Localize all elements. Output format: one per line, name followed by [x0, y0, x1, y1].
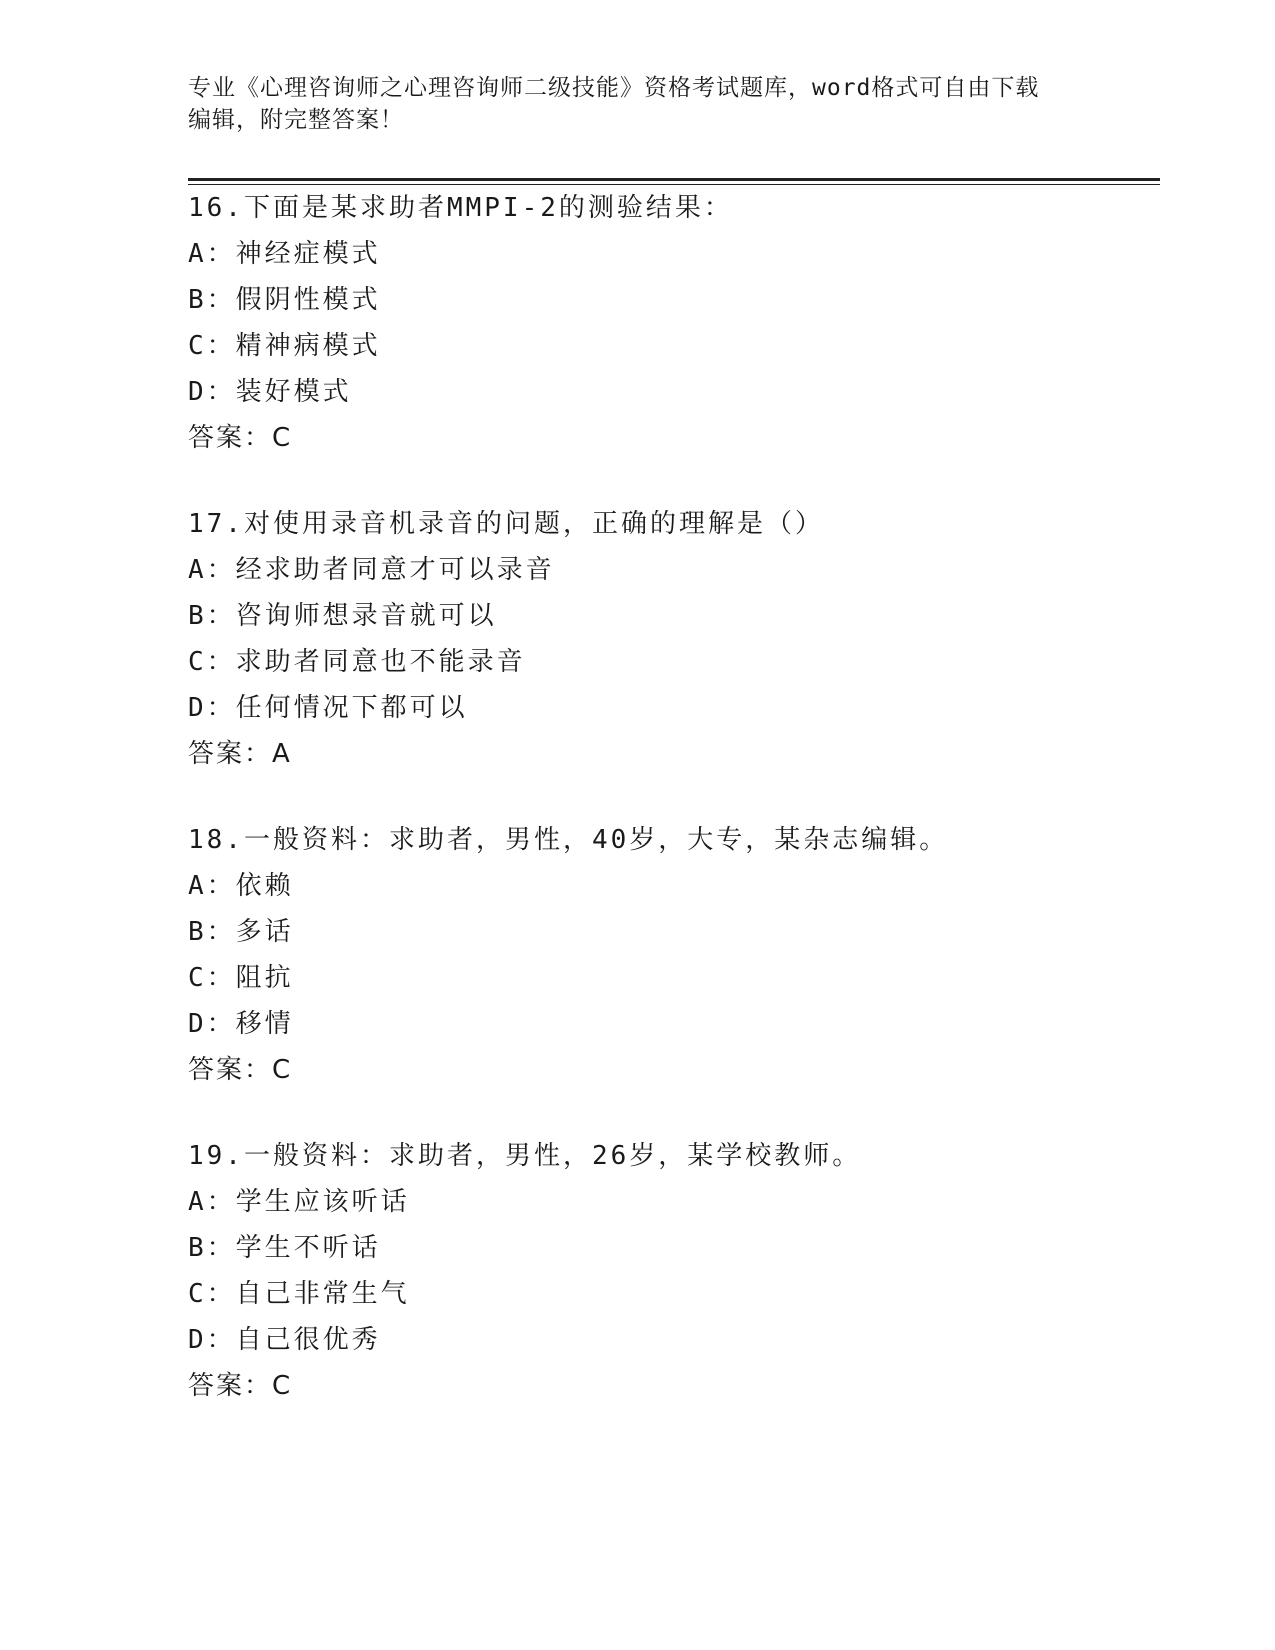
answer-label: 答案：C: [188, 1055, 293, 1085]
option-b: B：咨询师想录音就可以: [188, 601, 497, 631]
question-17: [188, 501, 1138, 777]
answer-label: 答案：C: [188, 423, 293, 453]
option-b: B：假阴性模式: [188, 285, 381, 315]
option-c: C：自己非常生气: [188, 1279, 410, 1309]
option-d: D：自己很优秀: [188, 1325, 381, 1355]
header-divider-thick: [188, 178, 1160, 181]
document-header: [188, 72, 1088, 136]
header-line-1: 专业《心理咨询师之心理咨询师二级技能》资格考试题库，word格式可自由下载: [188, 75, 1040, 101]
question-18: [188, 817, 1138, 1093]
question-stem: 19.一般资料：求助者，男性，26岁，某学校教师。: [188, 1141, 862, 1171]
question-stem: 16.下面是某求助者MMPI-2的测验结果：: [188, 193, 733, 223]
option-a: A：学生应该听话: [188, 1187, 410, 1217]
question-16: [188, 185, 1138, 461]
header-line-2: 编辑，附完整答案！: [188, 107, 404, 133]
option-c: C：阻抗: [188, 963, 294, 993]
question-stem: 18.一般资料：求助者，男性，40岁，大专，某杂志编辑。: [188, 825, 949, 855]
question-19: [188, 1133, 1138, 1409]
option-b: B：学生不听话: [188, 1233, 381, 1263]
option-b: B：多话: [188, 917, 294, 947]
option-a: A：神经症模式: [188, 239, 381, 269]
option-c: C：精神病模式: [188, 331, 381, 361]
answer-label: 答案：C: [188, 1371, 293, 1401]
answer-label: 答案：A: [188, 739, 292, 769]
question-stem: 17.对使用录音机录音的问题，正确的理解是（）: [188, 509, 824, 539]
option-d: D：移情: [188, 1009, 294, 1039]
option-d: D：任何情况下都可以: [188, 693, 468, 723]
option-d: D：装好模式: [188, 377, 352, 407]
option-a: A：依赖: [188, 871, 294, 901]
option-a: A：经求助者同意才可以录音: [188, 555, 555, 585]
option-c: C：求助者同意也不能录音: [188, 647, 526, 677]
